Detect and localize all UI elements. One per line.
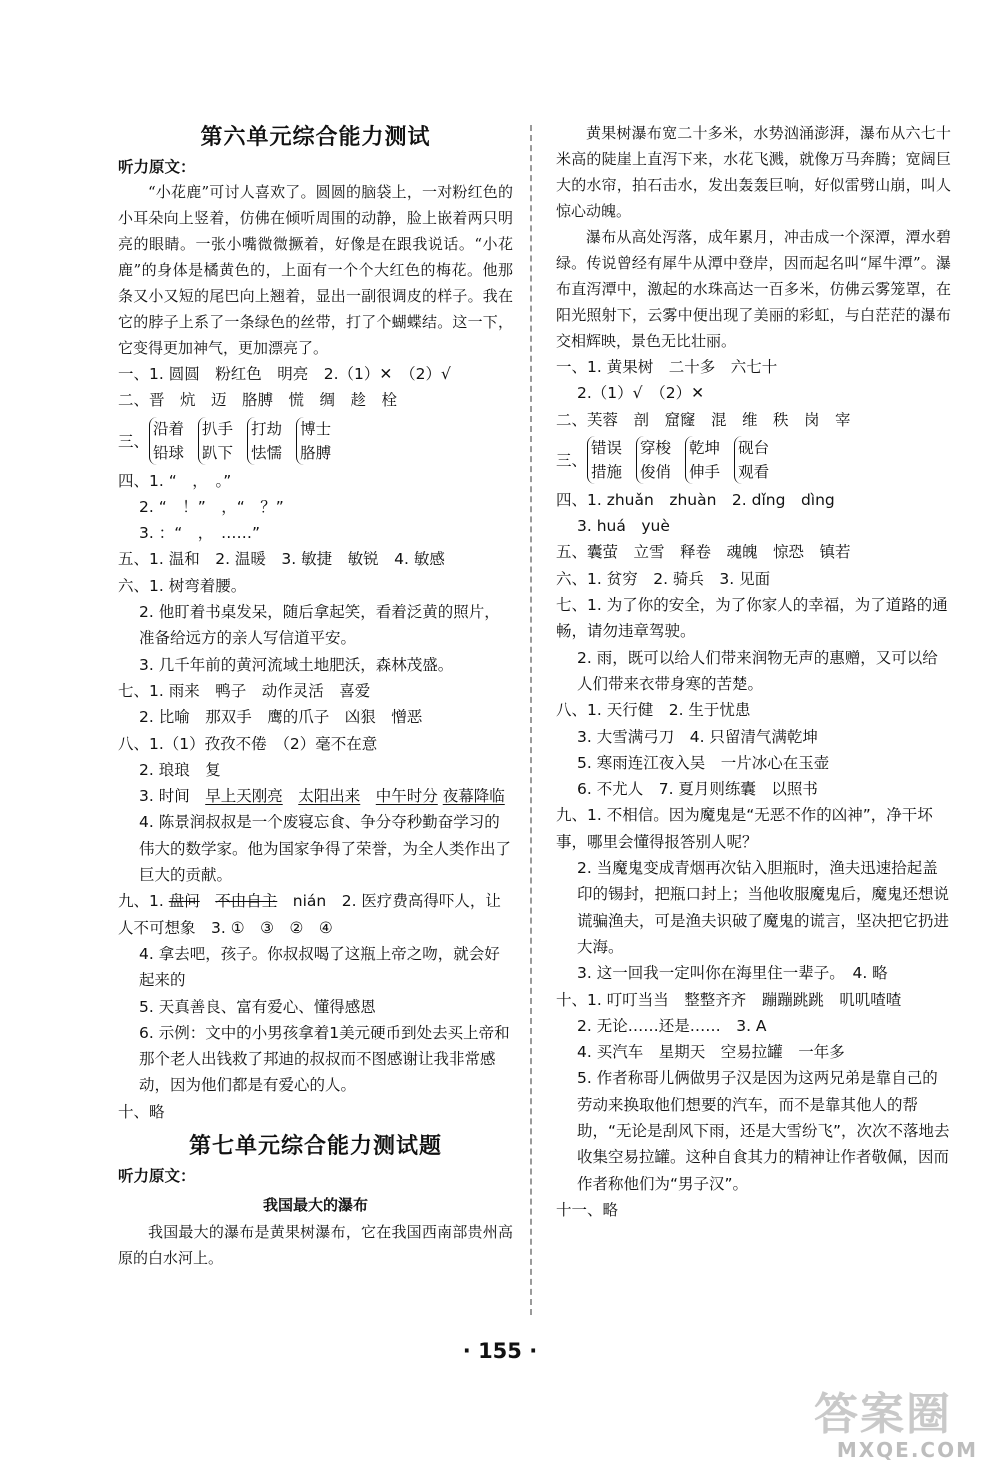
answer-r7-1: 七、1. 为了你的安全，为了你家人的幸福，为了道路的通畅，请勿违章驾驶。 bbox=[556, 596, 948, 641]
word-pair: 沿着 铅球 bbox=[149, 417, 184, 465]
word-pair: 乾坤 伸手 bbox=[685, 436, 720, 484]
answer-r11: 十一、略 bbox=[556, 1200, 619, 1219]
answer-6-3: 3. 几千年前的黄河流域土地肥沃，森林茂盛。 bbox=[139, 655, 454, 674]
answer-r8-1: 八、1. 天行健 2. 生于忧患 bbox=[556, 701, 751, 720]
waterfall-paragraph-2: 瀑布从高处泻落，成年累月，冲击成一个深潭，潭水碧绿。传说曾经有犀牛从潭中登岸，因而起名叫“犀牛潭”。瀑布直泻潭中，激起的水珠高达一百多米，仿佛云雾笼罩，在阳光照射下，云雾中便出现了美丽的彩虹，与白茫茫的瀑布交相辉映，景色无比壮丽。 bbox=[556, 228, 951, 350]
passage-subtitle: 我国最大的瀑布 bbox=[262, 1196, 368, 1215]
answer-8-2: 2. 琅琅 复 bbox=[139, 760, 221, 779]
answer-9-6: 6. 示例：文中的小男孩拿着1美元硬币到处去买上帝和那个老人出钱救了邦迪的叔叔而不图感谢让我非常感动，因为他们都是有爱心的人。 bbox=[139, 1023, 510, 1095]
answer-r10-2: 2. 无论……还是…… 3. A bbox=[577, 1016, 767, 1035]
answer-r8-2: 3. 大雪满弓刀 4. 只留清气满乾坤 bbox=[577, 727, 818, 746]
listening-passage-unit6: “小花鹿”可讨人喜欢了。圆圆的脑袋上，一对粉红色的小耳朵向上竖着，仿佛在倾听周围的动静，脸上嵌着两只明亮的眼睛。一张小嘴微微撅着，好像是在跟我说话。“小花鹿”的身体是橘黄色的，上面有一个个大红色的梅花。他那条又小又短的尾巴向上翘着，显出一副很调皮的样子。我在它的脖子上系了一条绿色的丝带，打了个蝴蝶结。这一下，它变得更加神气，更加漂亮了。 bbox=[118, 183, 513, 357]
answer-9-5: 5. 天真善良、富有爱心、懂得感恩 bbox=[139, 997, 376, 1016]
word-pair: 砚台 观看 bbox=[734, 436, 769, 484]
answer-r3-lead: 三、 bbox=[556, 451, 588, 470]
answer-4-3: 3. ：“ ， ……” bbox=[139, 524, 261, 543]
word-pair: 打劫 怯懦 bbox=[247, 417, 282, 465]
answer-5: 五、1. 温和 2. 温暖 3. 敏捷 敏锐 4. 敏感 bbox=[118, 550, 445, 569]
answer-1: 一、1. 圆圆 粉红色 明亮 2.（1）✕ （2）√ bbox=[118, 365, 451, 383]
right-column bbox=[556, 120, 951, 1223]
column-divider bbox=[530, 125, 532, 1315]
answer-4-1: 四、1. “ ， 。” bbox=[118, 471, 232, 490]
answer-r9-3: 3. 这一回我一定叫你在海里住一辈子。 4. 略 bbox=[577, 964, 888, 983]
answer-4-2: 2. “ ！” ，“ ？” bbox=[139, 497, 284, 516]
answer-r9-2: 2. 当魔鬼变成青烟再次钻入胆瓶时，渔夫迅速拾起盖印的锡封，把瓶口封上；当他收服魔鬼后，魔鬼还想说谎骗渔夫，可是渔夫识破了魔鬼的谎言，坚决把它扔进大海。 bbox=[577, 859, 950, 956]
watermark-text: 答案圈 bbox=[814, 1389, 952, 1440]
answer-r5: 五、囊萤 立雪 释卷 魂魄 惊恐 镇若 bbox=[556, 543, 851, 562]
unit7-title: 第七单元综合能力测试题 bbox=[188, 1134, 442, 1160]
word-pair: 错误 措施 bbox=[587, 436, 622, 484]
answer-10: 十、略 bbox=[118, 1102, 165, 1121]
answer-7-2: 2. 比喻 那双手 鹰的爪子 凶狠 憎恶 bbox=[139, 708, 423, 727]
word-pair: 穿梭 俊俏 bbox=[636, 436, 671, 484]
answer-2: 二、晋 炕 迈 胳膊 慌 绸 趁 栓 bbox=[118, 391, 398, 410]
watermark-url: MXQE.COM bbox=[836, 1438, 978, 1462]
answer-r7-2: 2. 雨，既可以给人们带来润物无声的惠赠，又可以给人们带来衣带身寒的苦楚。 bbox=[577, 648, 938, 693]
answer-3-lead: 三、 bbox=[118, 432, 150, 451]
answer-r8-4: 6. 不尤人 7. 夏月则练囊 以照书 bbox=[577, 780, 818, 799]
answer-r3 bbox=[556, 433, 951, 487]
word-pair: 博士 胳膊 bbox=[296, 417, 331, 465]
answer-3 bbox=[118, 414, 513, 468]
answer-r4-1: 四、1. zhuǎn zhuàn 2. dǐng dìng bbox=[556, 490, 835, 509]
answer-6-2: 2. 他盯着书桌发呆，随后拿起笑，看着泛黄的照片，准备给远方的亲人写信道平安。 bbox=[139, 603, 500, 648]
answer-r10-3: 4. 买汽车 星期天 空易拉罐 一年多 bbox=[577, 1043, 845, 1062]
answer-9-4: 4. 拿去吧，孩子。你叔叔喝了这瓶上帝之吻，就会好起来的 bbox=[139, 944, 500, 990]
answer-8-4: 4. 陈景润叔叔是一个废寝忘食、争分夺秒勤奋学习的伟大的数学家。他为国家争得了荣誉，为全人类作出了巨大的贡献。 bbox=[139, 813, 512, 885]
answer-r10-1: 十、1. 叮叮当当 整整齐齐 蹦蹦跳跳 叽叽喳喳 bbox=[556, 990, 902, 1009]
answer-8-3: 3. 时间 早上天刚亮 太阳出来 中午时分 夜幕降临 bbox=[139, 787, 505, 806]
answer-r2: 二、芙蓉 剖 窟窿 混 维 秩 岗 宰 bbox=[556, 410, 851, 429]
answer-7-1: 七、1. 雨来 鸭子 动作灵活 喜爱 bbox=[118, 681, 371, 700]
answer-r4-2: 3. huá yuè bbox=[577, 517, 670, 536]
answer-9-1: 九、1. 盘问 不由自主 nián 2. 医疗费高得吓人，让人不可想象 3. ① ③ ② ④ bbox=[118, 892, 501, 937]
waterfall-paragraph-1: 黄果树瀑布宽二十多米，水势汹涌澎湃，瀑布从六七十米高的陡崖上直泻下来，水花飞溅，就像万马奔腾；宽阔巨大的水帘，拍石击水，发出轰轰巨响，好似雷劈山崩，叫人惊心动魄。 bbox=[556, 124, 951, 220]
answer-r1-2: 2.（1）√ （2）✕ bbox=[577, 384, 705, 403]
answer-r9-1: 九、1. 不相信。因为魔鬼是“无恶不作的凶神”，净干坏事，哪里会懂得报答别人呢？ bbox=[556, 806, 933, 851]
unit6-title: 第六单元综合能力测试 bbox=[200, 125, 431, 150]
listening-label: 听力原文： bbox=[118, 158, 196, 176]
answer-r6: 六、1. 贫穷 2. 骑兵 3. 见面 bbox=[556, 569, 771, 588]
page-number: · 155 · bbox=[462, 1339, 538, 1363]
listening-label-unit7: 听力原文： bbox=[118, 1167, 196, 1186]
left-column bbox=[118, 120, 513, 1271]
answer-r10-4: 5. 作者称哥儿俩做男子汉是因为这两兄弟是靠自己的劳动来换取他们想要的汽车，而不是靠其他人的帮助，“无论是刮风下雨，还是大雪纷飞”，次次不落地去收集空易拉罐。这种自食其力的精神让作者敬佩，因而作者称他们为“男子汉”。 bbox=[577, 1069, 950, 1193]
word-pair: 扒手 趴下 bbox=[198, 417, 233, 465]
answer-8-1: 八、1.（1）孜孜不倦 （2）毫不在意 bbox=[118, 734, 378, 753]
answer-6-1: 六、1. 树弯着腰。 bbox=[118, 576, 247, 595]
listening-passage-unit7: 我国最大的瀑布是黄果树瀑布，它在我国西南部贵州高原的白水河上。 bbox=[118, 1223, 513, 1268]
watermark-logo bbox=[814, 1389, 984, 1470]
answer-r8-3: 5. 寒雨连江夜入吴 一片冰心在玉壶 bbox=[577, 753, 830, 772]
answer-r1-1: 一、1. 黄果树 二十多 六七十 bbox=[556, 358, 778, 376]
